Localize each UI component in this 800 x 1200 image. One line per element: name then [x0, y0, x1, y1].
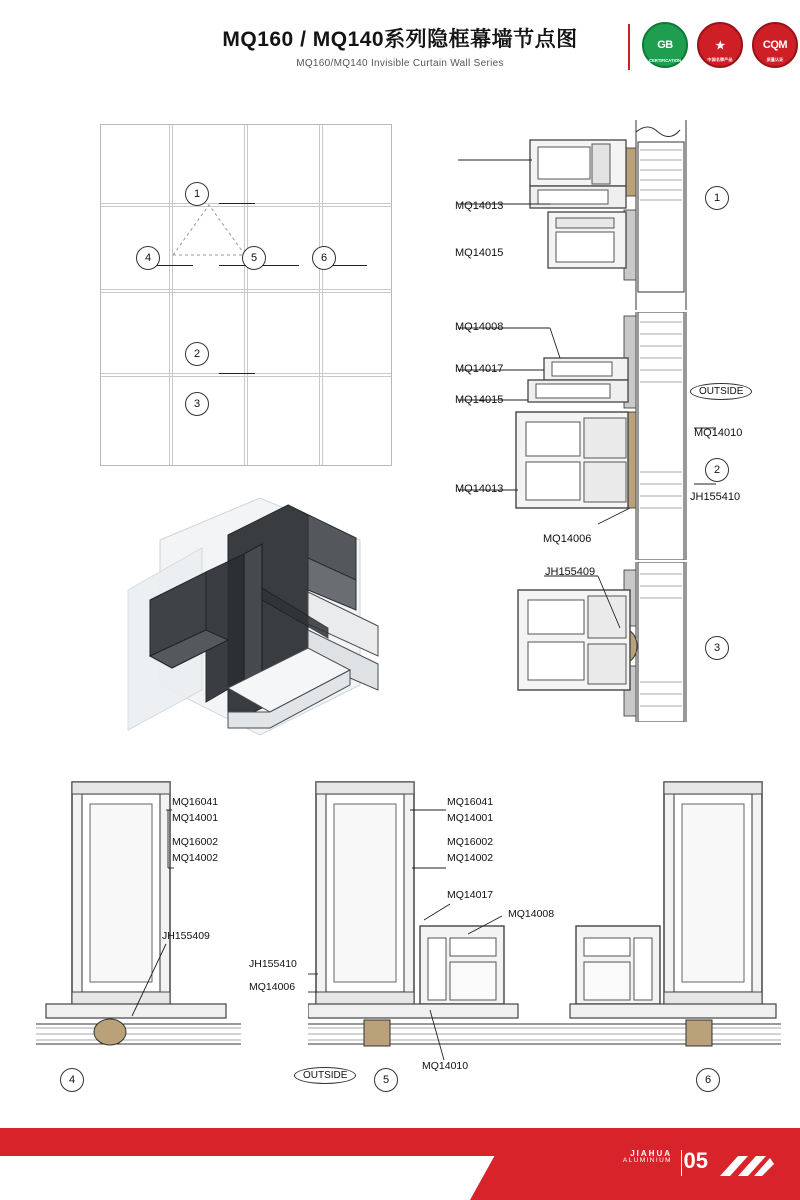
- detail-2-label-jh155410: JH155410: [690, 491, 741, 503]
- detail-5-label-mq14006: MQ14006: [249, 981, 296, 993]
- detail-5-label-mq14001: MQ14001: [447, 812, 494, 824]
- detail-2-label-mq14013: MQ14013: [455, 483, 504, 495]
- header-divider: [628, 24, 630, 70]
- detail-4-label-mq14001: MQ14001: [172, 812, 219, 824]
- jiahua-logo-icon: [716, 1154, 774, 1180]
- elevation-callout-5[interactable]: 5: [242, 246, 266, 270]
- opening-indicator: [101, 125, 391, 465]
- detail-1-callout[interactable]: 1: [705, 186, 729, 210]
- isometric-3d-view: [110, 480, 410, 780]
- cqm-logo-sub: 质量认证: [766, 57, 784, 62]
- curtain-wall-elevation: [100, 124, 392, 466]
- elevation-callout-3[interactable]: 3: [185, 392, 209, 416]
- detail-6-callout[interactable]: 6: [696, 1068, 720, 1092]
- quality-logo-sub: 中国名牌产品: [707, 57, 733, 62]
- elevation-callout-1[interactable]: 1: [185, 182, 209, 206]
- detail-5-section: [308, 776, 568, 1066]
- detail-1-label-mq14015: MQ14015: [455, 247, 504, 259]
- header-titles: [180, 28, 620, 69]
- detail-6-svg: [566, 776, 781, 1066]
- detail-2-label-mq14015: MQ14015: [455, 394, 504, 406]
- quality-seal-logo: [697, 22, 743, 68]
- detail-5-label-mq14017: MQ14017: [447, 889, 494, 901]
- cqm-certification-logo: [752, 22, 798, 68]
- quality-logo-text: ★: [715, 39, 725, 52]
- footer-divider: [681, 1150, 682, 1176]
- page-number: 05: [683, 1148, 708, 1173]
- page-header: [0, 0, 800, 96]
- gb-logo-sub: CERTIFICATION: [648, 58, 682, 63]
- page-title: MQ160 / MQ140系列隐框幕墙节点图: [222, 28, 578, 51]
- footer-brand: [623, 1150, 672, 1165]
- detail-2-callout[interactable]: 2: [705, 458, 729, 482]
- detail-3-section: [448, 562, 778, 722]
- detail-1-section: [448, 120, 778, 310]
- detail-5-label-mq14002: MQ14002: [447, 852, 494, 864]
- detail-5-label-mq16002: MQ16002: [447, 836, 494, 848]
- detail-5-svg: [308, 776, 568, 1066]
- detail-4-callout[interactable]: 4: [60, 1068, 84, 1092]
- detail-2-label-mq14010: MQ14010: [694, 427, 743, 439]
- gb-logo-text: GB: [657, 39, 673, 51]
- detail-4-label-mq16002: MQ16002: [172, 836, 219, 848]
- detail-3-svg: [448, 562, 778, 722]
- detail-2-label-mq14017: MQ14017: [455, 363, 504, 375]
- certification-logos: [642, 22, 798, 68]
- detail-4-label-mq16041: MQ16041: [172, 796, 219, 808]
- detail-5-label-mq14010: MQ14010: [422, 1060, 469, 1072]
- detail-4-label-mq14002: MQ14002: [172, 852, 219, 864]
- elevation-callout-6[interactable]: 6: [312, 246, 336, 270]
- detail-5-label-mq16041: MQ16041: [447, 796, 494, 808]
- detail-4-label-jh155409: JH155409: [162, 930, 210, 942]
- detail-3-callout[interactable]: 3: [705, 636, 729, 660]
- isometric-svg: [110, 480, 410, 780]
- page-footer: [0, 1128, 800, 1200]
- detail-5-callout[interactable]: 5: [374, 1068, 398, 1092]
- gb-certification-logo: [642, 22, 688, 68]
- detail-2-outside-marker: OUTSIDE: [690, 383, 752, 400]
- detail-5-outside-marker: OUTSIDE: [294, 1067, 356, 1084]
- detail-6-section: [566, 776, 781, 1066]
- detail-2-label-mq14008: MQ14008: [455, 321, 504, 333]
- detail-1-svg: [448, 120, 778, 310]
- detail-1-label-mq14013: MQ14013: [455, 200, 504, 212]
- footer-brand-line1: JIAHUA: [630, 1149, 672, 1158]
- cqm-logo-text: CQM: [762, 39, 788, 51]
- detail-2-label-mq14006: MQ14006: [543, 533, 592, 545]
- detail-3-label-jh155409: JH155409: [545, 566, 596, 578]
- detail-5-label-jh155410: JH155410: [249, 958, 297, 970]
- elevation-callout-2[interactable]: 2: [185, 342, 209, 366]
- footer-brand-line2: ALUMINIUM: [622, 1157, 672, 1165]
- elevation-callout-4[interactable]: 4: [136, 246, 160, 270]
- detail-5-label-mq14008: MQ14008: [508, 908, 555, 920]
- page-subtitle: MQ160/MQ140 Invisible Curtain Wall Series: [296, 58, 504, 70]
